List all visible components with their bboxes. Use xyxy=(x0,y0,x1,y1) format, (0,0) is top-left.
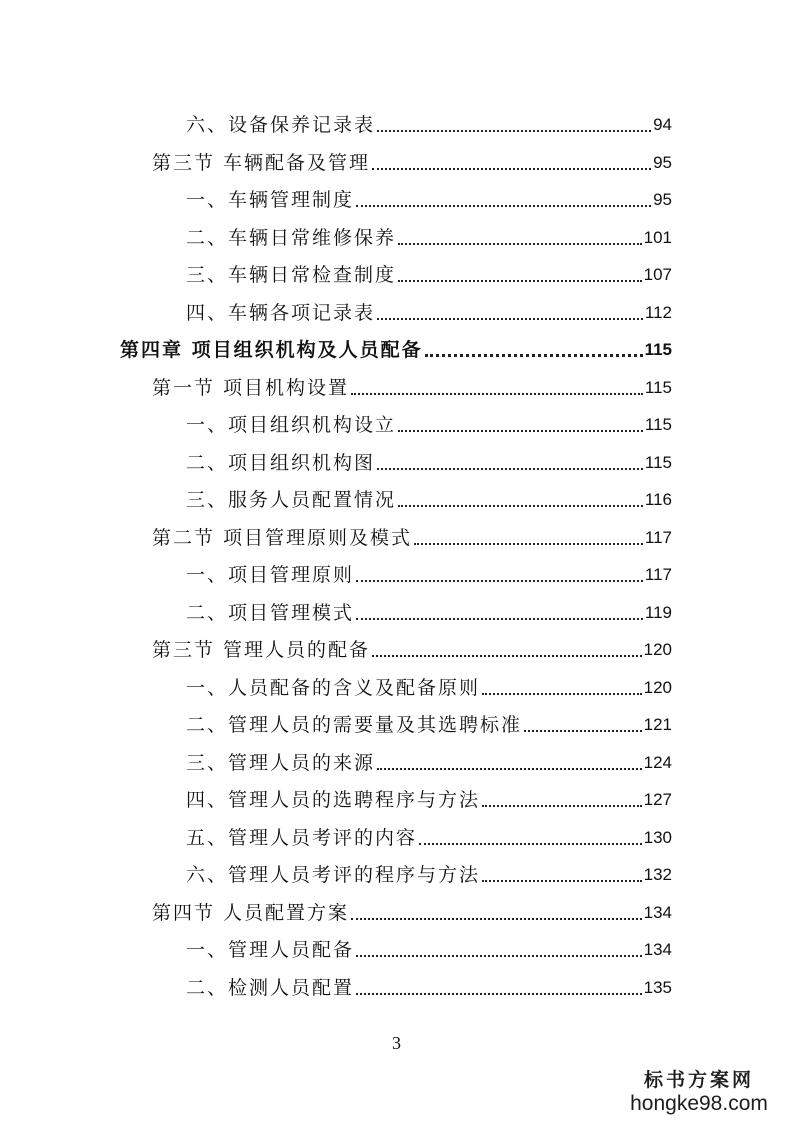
toc-dot-leader xyxy=(372,166,651,170)
toc-subsection-entry xyxy=(186,288,672,325)
toc-entry-page: 115 xyxy=(644,452,672,472)
toc-entry-page: 120 xyxy=(643,677,672,697)
toc-entry-page: 134 xyxy=(643,940,672,959)
toc-subsection-entry xyxy=(186,813,672,850)
toc-section-entry xyxy=(152,625,672,662)
toc-dot-leader xyxy=(356,616,643,620)
toc-entry-label: 六、设备保养记录表 xyxy=(186,114,376,136)
toc-dot-leader xyxy=(482,691,642,695)
toc-entry-page: 115 xyxy=(644,340,672,359)
toc-dot-leader xyxy=(356,203,651,207)
toc-section-entry xyxy=(152,363,672,400)
page-number: 3 xyxy=(392,1033,401,1053)
toc-subsection-entry xyxy=(186,850,672,887)
toc-entry-label: 三、车辆日常检查制度 xyxy=(186,264,397,286)
toc-subsection-entry xyxy=(186,588,672,625)
toc-dot-leader xyxy=(356,578,643,582)
toc-subsection-entry xyxy=(186,175,672,212)
toc-entry-page: 134 xyxy=(643,902,672,922)
toc-dot-leader xyxy=(356,991,642,995)
toc-entry-page: 127 xyxy=(643,790,672,809)
toc-dot-leader xyxy=(398,428,643,432)
toc-dot-leader xyxy=(398,241,642,245)
toc-subsection-entry xyxy=(186,700,672,737)
toc-dot-leader xyxy=(482,878,642,882)
toc-dot-leader xyxy=(377,316,643,320)
toc-subsection-entry xyxy=(186,213,672,250)
toc-entry-label: 一、项目管理原则 xyxy=(186,564,355,586)
toc-entry-label: 一、管理人员配备 xyxy=(186,939,355,961)
toc-dot-leader xyxy=(351,916,642,920)
toc-subsection-entry xyxy=(186,775,672,812)
toc-dot-leader xyxy=(377,466,643,470)
toc-subsection-entry xyxy=(186,100,672,137)
toc-entry-page: 117 xyxy=(644,565,672,584)
toc-subsection-entry xyxy=(186,925,672,962)
toc-entry-page: 95 xyxy=(653,152,672,172)
toc-entry-page: 120 xyxy=(643,640,672,659)
toc-entry-label: 二、项目组织机构图 xyxy=(186,451,376,474)
toc-entry-label: 第一节 项目机构设置 xyxy=(152,376,350,399)
toc-dot-leader xyxy=(398,503,643,507)
toc-entry-label: 六、管理人员考评的程序与方法 xyxy=(186,864,481,886)
toc-entry-label: 五、管理人员考评的内容 xyxy=(186,826,418,849)
toc-entry-page: 124 xyxy=(643,752,672,772)
toc-entry-label: 二、车辆日常维修保养 xyxy=(186,226,397,249)
toc-entry-label: 四、管理人员的选聘程序与方法 xyxy=(186,789,481,811)
toc-dot-leader xyxy=(414,541,643,545)
toc-entry-label: 三、服务人员配置情况 xyxy=(186,489,397,511)
toc-entry-page: 135 xyxy=(643,977,672,997)
site-watermark xyxy=(619,1068,779,1116)
toc-entry-label: 三、管理人员的来源 xyxy=(186,751,376,774)
toc-entry-label: 第三节 车辆配备及管理 xyxy=(152,151,371,174)
toc-subsection-entry xyxy=(186,475,672,512)
toc-entry-page: 107 xyxy=(643,265,672,284)
toc-entry-label: 一、人员配备的含义及配备原则 xyxy=(186,676,481,699)
toc-entry-page: 94 xyxy=(653,115,672,134)
toc-entry-label: 第三节 管理人员的配备 xyxy=(152,639,371,661)
toc-entry-page: 130 xyxy=(643,827,672,847)
toc-entry-page: 117 xyxy=(644,527,672,547)
toc-dot-leader xyxy=(377,766,642,770)
toc-entry-label: 二、项目管理模式 xyxy=(186,601,355,624)
watermark-url: hongke98.com xyxy=(630,1092,768,1115)
toc-entry-label: 四、车辆各项记录表 xyxy=(186,301,376,324)
toc-subsection-entry xyxy=(186,738,672,775)
toc-entry-label: 一、车辆管理制度 xyxy=(186,189,355,211)
toc-entry-label: 一、项目组织机构设立 xyxy=(186,414,397,436)
toc-entry-page: 132 xyxy=(643,865,672,884)
toc-section-entry xyxy=(152,888,672,925)
toc-dot-leader xyxy=(356,953,642,957)
toc-entry-page: 115 xyxy=(644,377,672,397)
toc-entry-label: 第四章 项目组织机构及人员配备 xyxy=(120,339,423,361)
toc-entry-page: 121 xyxy=(643,715,672,734)
toc-dot-leader xyxy=(419,841,642,845)
toc-entry-label: 第二节 项目管理原则及模式 xyxy=(152,526,413,549)
toc-subsection-entry xyxy=(186,400,672,437)
toc-subsection-entry xyxy=(186,438,672,475)
toc-section-entry xyxy=(152,513,672,550)
toc-entry-page: 112 xyxy=(644,302,672,322)
toc-subsection-entry xyxy=(186,963,672,1000)
toc-subsection-entry xyxy=(186,550,672,587)
toc-subsection-entry xyxy=(186,250,672,287)
toc-entry-page: 116 xyxy=(644,490,672,509)
toc-dot-leader xyxy=(524,728,642,732)
toc-entry-page: 95 xyxy=(653,190,672,209)
toc-subsection-entry xyxy=(186,663,672,700)
toc-dot-leader xyxy=(425,352,643,357)
toc-dot-leader xyxy=(482,803,642,807)
toc-dot-leader xyxy=(398,278,642,282)
toc-dot-leader xyxy=(377,128,651,132)
toc-entry-page: 119 xyxy=(644,602,672,622)
toc-dot-leader xyxy=(351,391,643,395)
toc-dot-leader xyxy=(372,653,642,657)
toc-chapter-entry xyxy=(120,325,672,362)
toc-entry-label: 第四节 人员配置方案 xyxy=(152,901,350,924)
toc-entry-page: 115 xyxy=(644,415,672,434)
toc-entry-label: 二、检测人员配置 xyxy=(186,976,355,999)
toc-section-entry xyxy=(152,138,672,175)
toc-entry-label: 二、管理人员的需要量及其选聘标准 xyxy=(186,714,523,736)
watermark-title: 标书方案网 xyxy=(643,1069,754,1091)
toc-entry-page: 101 xyxy=(643,227,672,247)
